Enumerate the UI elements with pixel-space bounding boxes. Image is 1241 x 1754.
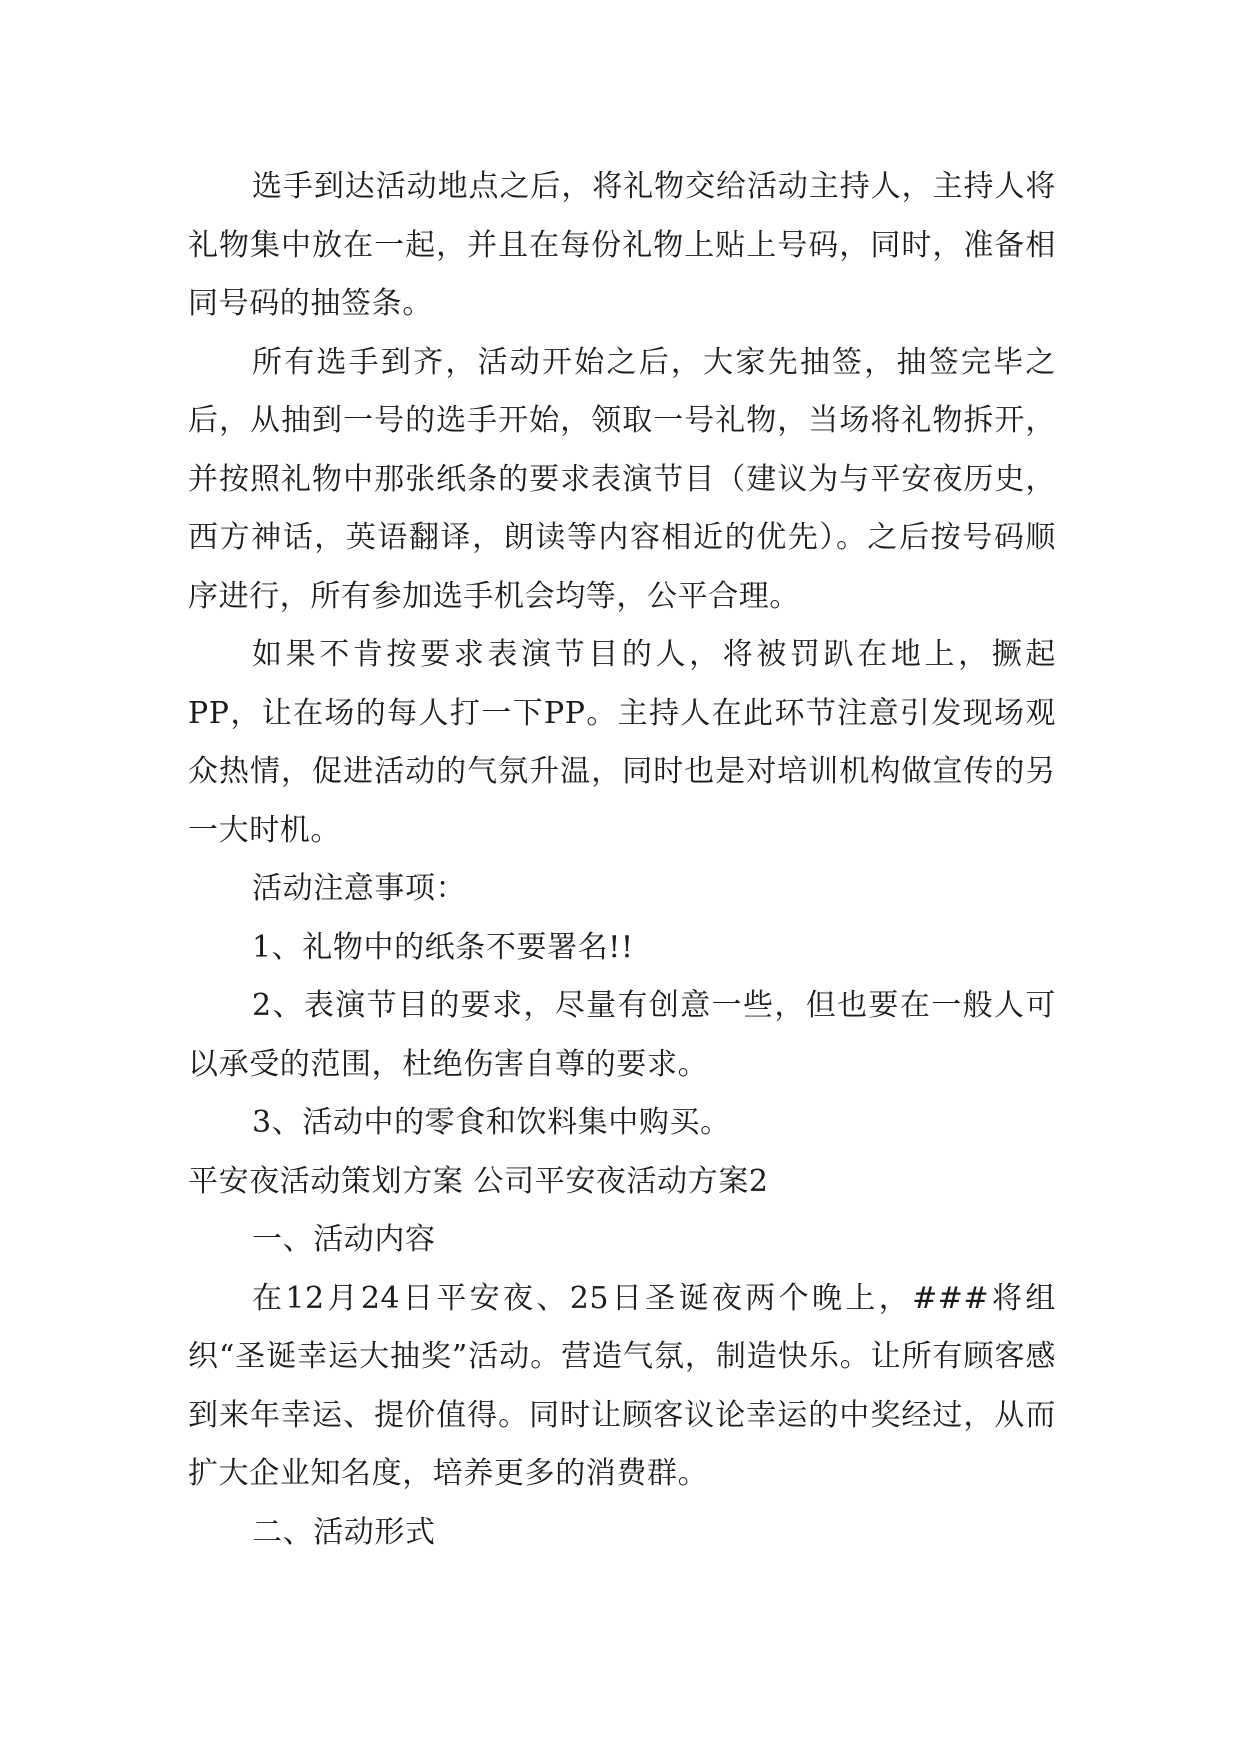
paragraph-draw-lots: 所有选手到齐，活动开始之后，大家先抽签，抽签完毕之后，从抽到一号的选手开始，领取一号礼物，当场将礼物拆开，并按照礼物中那张纸条的要求表演节目（建议为与平安夜历史，西方神话，英语翻译，朗读等内容相近的优先）。之后按号码顺序进行，所有参加选手机会均等，公平合理。 bbox=[188, 344, 1056, 614]
subheading-activity-content: 一、活动内容 bbox=[252, 1222, 436, 1257]
note-item-2: 2、表演节目的要求，尽量有创意一些，但也要在一般人可以承受的范围，杜绝伤害自尊的要求。 bbox=[188, 988, 1056, 1082]
subheading-activity-format: 二、活动形式 bbox=[252, 1514, 436, 1550]
paragraph-penalty: 如果不肯按要求表演节目的人，将被罚趴在地上，撅起PP，让在场的每人打一下PP。主持人在此环节注意引发现场观众热情，促进活动的气氛升温，同时也是对培训机构做宣传的另一大时机。 bbox=[188, 637, 1056, 848]
note-item-1: 1、礼物中的纸条不要署名!! bbox=[252, 929, 634, 965]
document-body bbox=[188, 158, 1056, 1562]
section-title: 平安夜活动策划方案 公司平安夜活动方案2 bbox=[188, 1163, 769, 1199]
notes-heading: 活动注意事项： bbox=[252, 871, 467, 906]
note-item-3: 3、活动中的零食和饮料集中购买。 bbox=[252, 1105, 731, 1140]
paragraph-gift-handover: 选手到达活动地点之后，将礼物交给活动主持人，主持人将礼物集中放在一起，并且在每份礼物上贴上号码，同时，准备相同号码的抽签条。 bbox=[188, 169, 1056, 321]
paragraph-activity-content: 在12月24日平安夜、25日圣诞夜两个晚上，###将组织“圣诞幸运大抽奖”活动。营造气氛，制造快乐。让所有顾客感到来年幸运、提价值得。同时让顾客议论幸运的中奖经过，从而扩大企业知名度，培养更多的消费群。 bbox=[188, 1280, 1056, 1491]
